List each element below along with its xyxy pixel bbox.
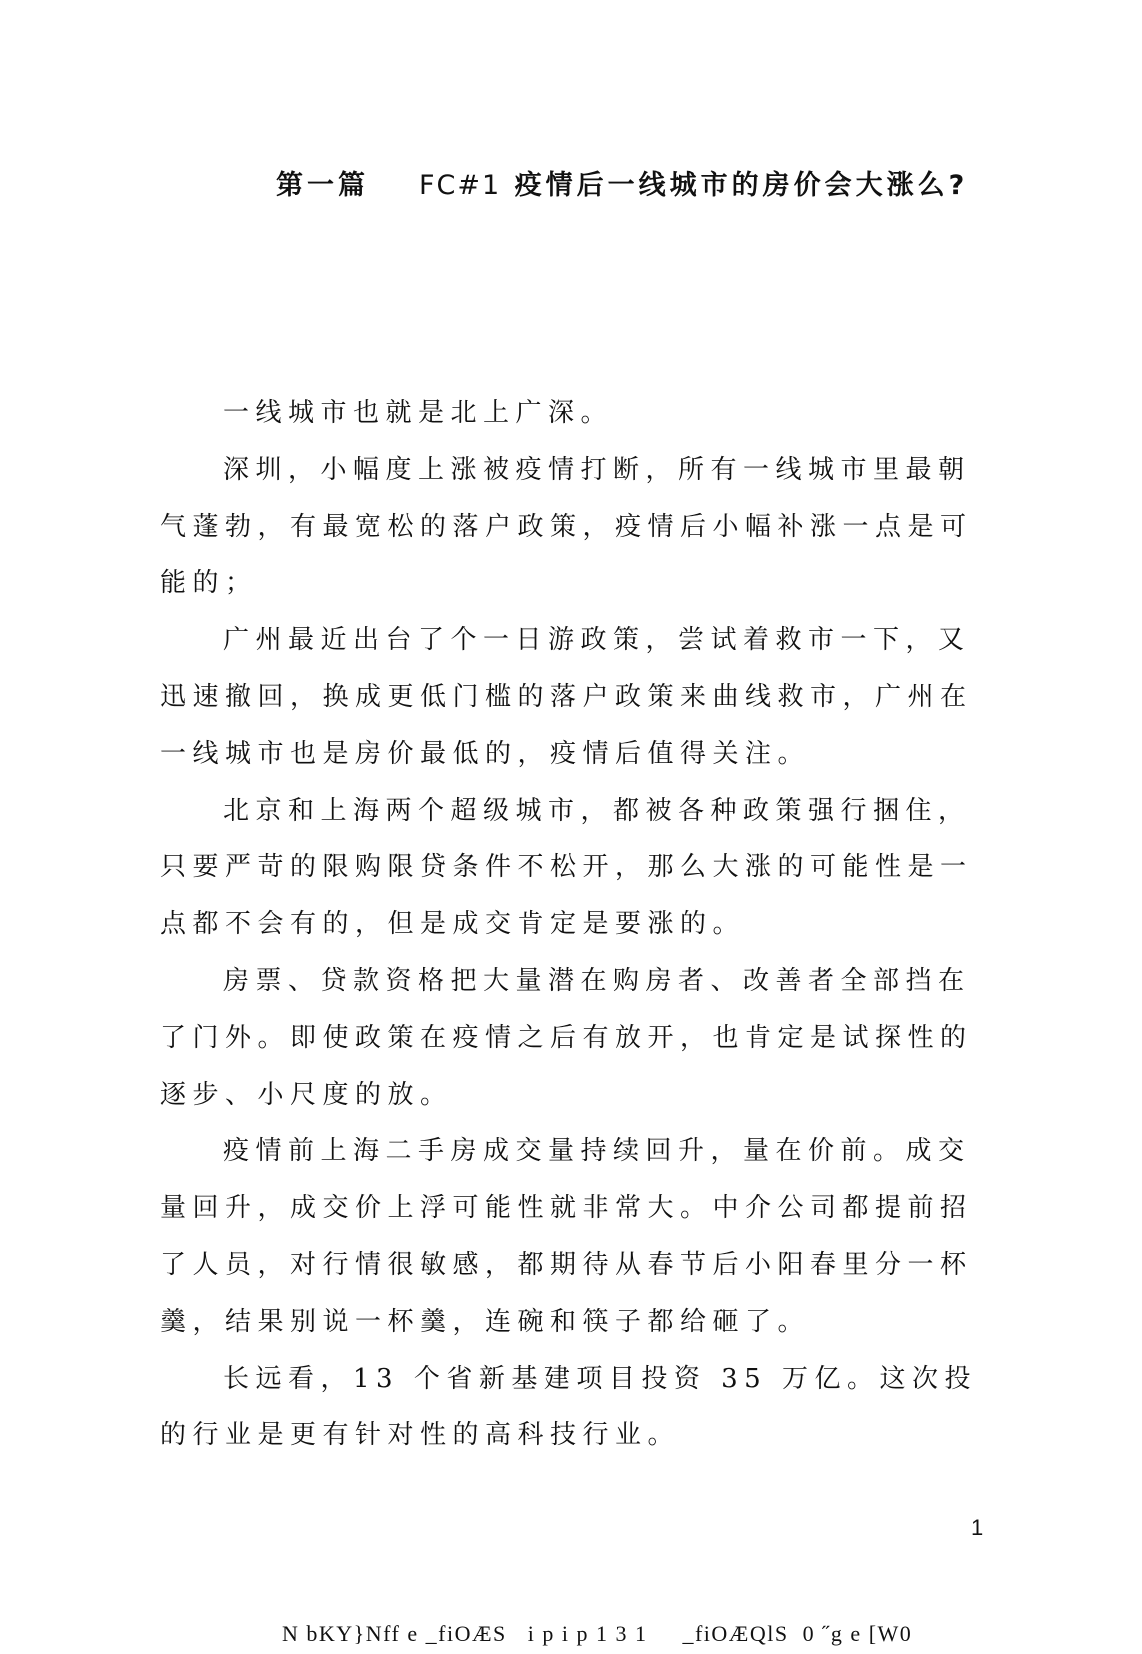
title-heading: 疫情后一线城市的房价会大涨么? <box>514 170 969 201</box>
page-number: 1 <box>971 1515 984 1540</box>
paragraph: 广州最近出台了个一日游政策，尝试着救市一下，又迅速撤回，换成更低门槛的落户政策来曲线救市，广州在一线城市也是房价最低的，疫情后值得关注。 <box>160 625 973 769</box>
part-label: 第一篇 <box>276 170 369 201</box>
paragraph: 一线城市也就是北上广深。 <box>223 398 614 428</box>
paragraph: 北京和上海两个超级城市，都被各种政策强行捆住，只要严苛的限购限贷条件不松开，那么大涨的可能性是一点都不会有的，但是成交肯定是要涨的。 <box>160 795 973 940</box>
article-code: FC#1 <box>419 170 502 201</box>
page-footer: N bKY}Nff e _fiOÆS i p i p 1 3 1 _fiOÆQlS 0 ˝g e [W0 <box>282 1621 913 1646</box>
paragraph: 房票、贷款资格把大量潜在购房者、改善者全部挡在了门外。即使政策在疫情之后有放开，也肯定是试探性的逐步、小尺度的放。 <box>160 965 973 1110</box>
article-body <box>160 385 990 1464</box>
paragraph: 深圳，小幅度上涨被疫情打断，所有一线城市里最朝气蓬勃，有最宽松的落户政策，疫情后小幅补涨一点是可能的； <box>160 454 973 599</box>
paragraph: 长远看，13 个省新基建项目投资 35 万亿。这次投的行业是更有针对性的高科技行业。 <box>160 1363 977 1451</box>
page-title <box>276 163 968 202</box>
paragraph: 疫情前上海二手房成交量持续回升，量在价前。成交量回升，成交价上浮可能性就非常大。中介公司都提前招了人员，对行情很敏感，都期待从春节后小阳春里分一杯羹，结果别说一杯羹，连碗和筷子都给砸了。 <box>160 1136 973 1337</box>
